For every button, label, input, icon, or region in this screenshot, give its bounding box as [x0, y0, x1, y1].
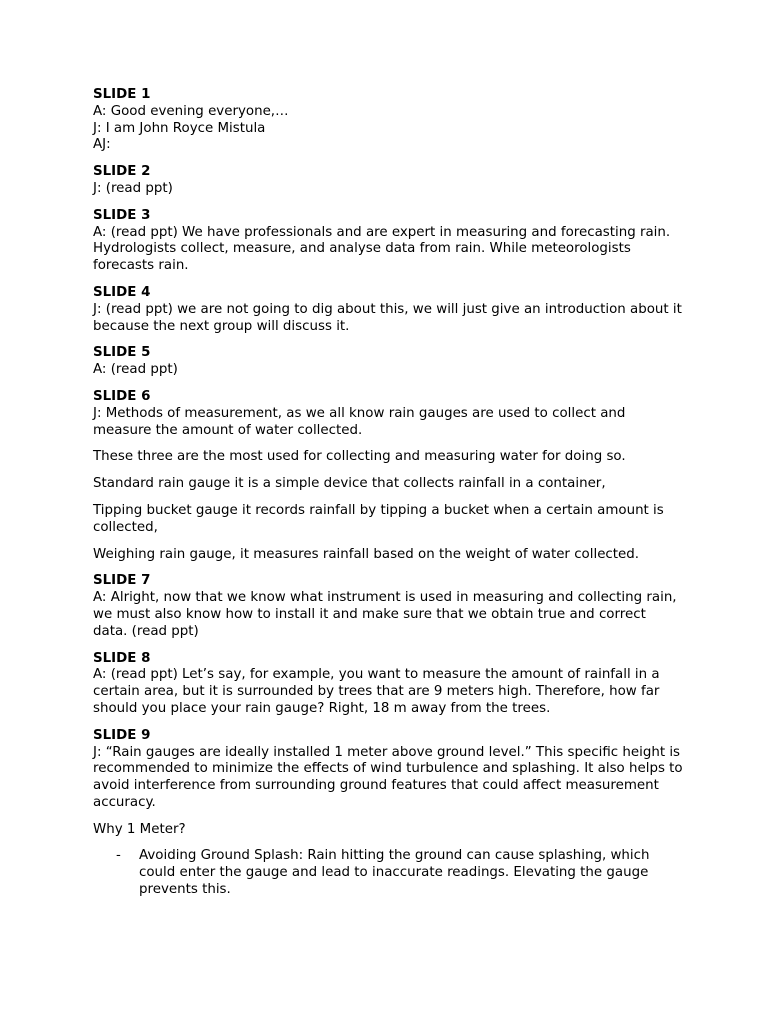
script-line: A: (read ppt) — [93, 362, 178, 378]
slide-heading: SLIDE 7 — [93, 573, 151, 589]
script-line: J: (read ppt) — [93, 180, 173, 196]
slide-heading: SLIDE 1 — [93, 87, 151, 102]
script-line: J: Methods of measurement, as we all know rain gauges are used to collect and measure the amount of water collected. — [93, 405, 626, 438]
slide-section — [93, 651, 683, 718]
paragraph: Tipping bucket gauge it records rainfall by tipping a bucket when a certain amount is collected, — [93, 502, 664, 535]
slide-heading: SLIDE 4 — [93, 284, 151, 300]
document-page — [93, 87, 683, 899]
paragraph: These three are the most used for collecting and measuring water for doing so. — [93, 449, 626, 465]
script-line: J: I am John Royce Mistula — [93, 120, 266, 136]
list-item — [93, 848, 683, 898]
script-line: J: (read ppt) we are not going to dig about this, we will just give an introduction about it because the next group will discuss it. — [93, 301, 682, 334]
slide-section — [93, 164, 683, 198]
paragraph: Standard rain gauge it is a simple device that collects rainfall in a container, — [93, 476, 606, 492]
slide-heading: SLIDE 9 — [93, 727, 151, 743]
script-line: J: “Rain gauges are ideally installed 1 meter above ground level.” This specific height is recommended to minimize the effects of wind turbulence and splashing. It also helps to avoid interference from surrounding ground features that could affect measurement accuracy. — [93, 744, 683, 810]
script-line: A: Alright, now that we know what instrument is used in measuring and collecting rain, we must also know how to install it and make sure that we obtain true and correct data. (read ppt) — [93, 590, 677, 639]
slide-heading: SLIDE 5 — [93, 345, 151, 361]
script-line: AJ: — [93, 137, 111, 153]
slide-section — [93, 389, 683, 439]
slide-heading: SLIDE 2 — [93, 164, 151, 180]
slide-section — [93, 208, 683, 275]
slide-section — [93, 285, 683, 335]
slide-heading: SLIDE 6 — [93, 388, 151, 404]
slide-heading: SLIDE 3 — [93, 207, 151, 223]
bullet-list — [93, 848, 683, 898]
script-line: A: (read ppt) Let’s say, for example, you want to measure the amount of rainfall in a certain area, but it is surrounded by trees that are 9 meters high. Therefore, how far should you place your rain gauge? Right, 18 m away from the trees. — [93, 667, 660, 716]
slide-section — [93, 345, 683, 379]
why-heading: Why 1 Meter? — [93, 821, 186, 837]
bullet-text: Avoiding Ground Splash: Rain hitting the ground can cause splashing, which could enter the gauge and lead to inaccurate readings. Elevating the gauge prevents this. — [139, 848, 650, 898]
slide-section — [93, 728, 683, 812]
script-line: A: Good evening everyone,… — [93, 103, 289, 119]
paragraph: Weighing rain gauge, it measures rainfall based on the weight of water collected. — [93, 546, 640, 562]
slide-section — [93, 573, 683, 640]
script-line: A: (read ppt) We have professionals and are expert in measuring and forecasting rain. Hydrologists collect, measure, and analyse data from rain. While meteorologists forecasts rain. — [93, 224, 671, 274]
slide-heading: SLIDE 8 — [93, 650, 151, 666]
slide-section — [93, 87, 683, 154]
dash-marker: - — [116, 848, 121, 864]
